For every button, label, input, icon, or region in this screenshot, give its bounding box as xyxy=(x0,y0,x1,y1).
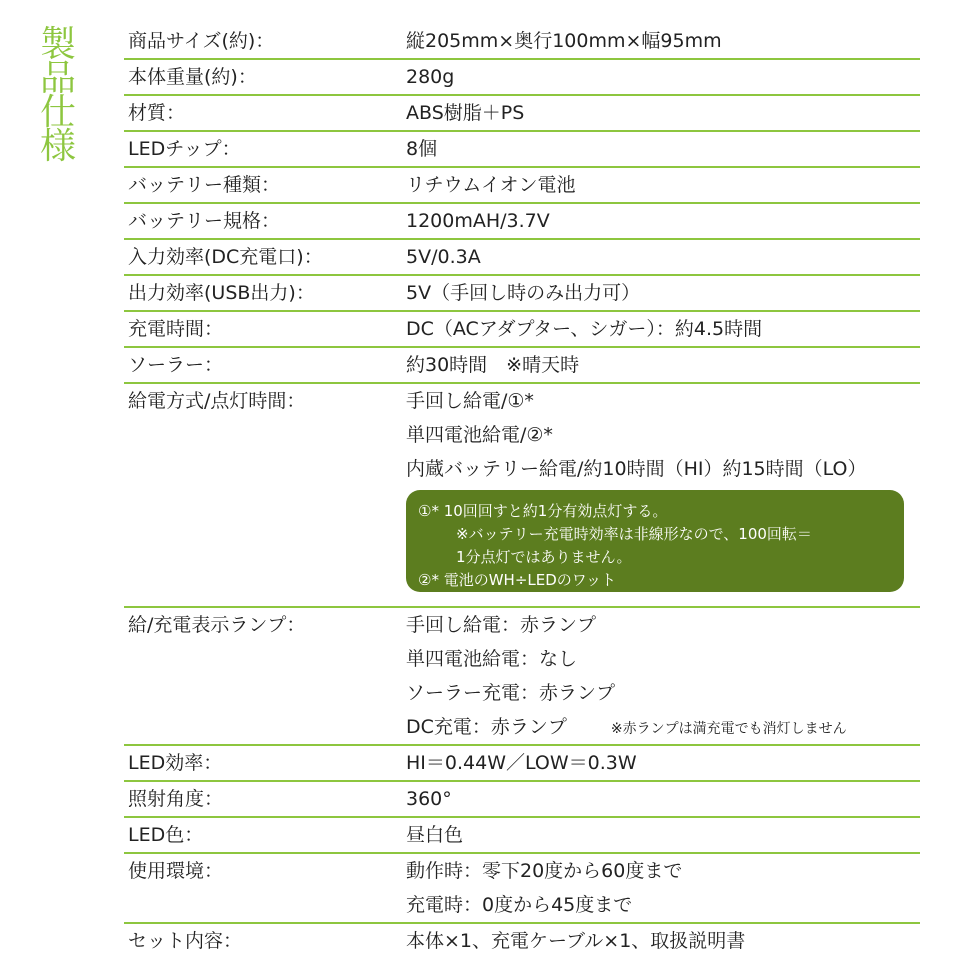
spec-value: 本体×1、充電ケーブル×1、取扱説明書 xyxy=(406,930,746,952)
spec-row-size xyxy=(124,24,920,60)
spec-value: ソーラー充電：赤ランプ xyxy=(406,682,616,704)
spec-label: セット内容： xyxy=(128,930,243,952)
spec-label: LEDチップ： xyxy=(128,138,241,160)
spec-label: 材質： xyxy=(128,102,186,124)
spec-value: 5V（手回し時のみ出力可） xyxy=(406,282,641,304)
spec-value: 360° xyxy=(406,788,452,810)
spec-value: 280g xyxy=(406,66,455,88)
page-title-char: 品 xyxy=(39,58,76,99)
spec-value: 8個 xyxy=(406,138,438,160)
spec-row-contents xyxy=(124,924,920,958)
spec-value: 単四電池給電：なし xyxy=(406,648,578,670)
spec-label: バッテリー種類： xyxy=(128,174,281,196)
spec-label: 照射角度： xyxy=(128,788,224,810)
spec-value: 手回し給電/①* xyxy=(406,390,534,412)
spec-value: 充電時：0度から45度まで xyxy=(406,894,633,916)
spec-row-power-method xyxy=(124,384,920,608)
footnote-line: 1分点灯ではありません。 xyxy=(456,548,632,566)
spec-value: 5V/0.3A xyxy=(406,246,481,268)
spec-value: ABS樹脂＋PS xyxy=(406,102,525,124)
spec-row-solar xyxy=(124,348,920,384)
spec-label: LED色： xyxy=(128,824,204,846)
spec-row-weight xyxy=(124,60,920,96)
spec-value: 縦205mm×奥行100mm×幅95mm xyxy=(406,30,722,52)
spec-label: LED効率： xyxy=(128,752,223,774)
spec-table xyxy=(124,24,920,958)
spec-row-input xyxy=(124,240,920,276)
spec-row-battery-type xyxy=(124,168,920,204)
spec-value: 単四電池給電/②* xyxy=(406,424,553,446)
spec-row-output xyxy=(124,276,920,312)
spec-label: 本体重量(約)： xyxy=(128,66,257,88)
spec-row-charge-time xyxy=(124,312,920,348)
page-title-char: 様 xyxy=(39,126,76,167)
spec-value: 手回し給電：赤ランプ xyxy=(406,614,597,636)
spec-value: DC（ACアダプター、シガー）：約4.5時間 xyxy=(406,318,763,340)
spec-row-material xyxy=(124,96,920,132)
page-title-char: 製 xyxy=(39,24,76,65)
spec-value: 昼白色 xyxy=(406,824,464,846)
page-title xyxy=(36,24,80,167)
spec-row-led-efficiency xyxy=(124,746,920,782)
spec-label: 入力効率(DC充電口)： xyxy=(128,246,323,268)
spec-label: ソーラー： xyxy=(128,354,224,376)
footnote-line: ※バッテリー充電時効率は非線形なので、100回転＝ xyxy=(456,525,812,543)
spec-label: 商品サイズ(約)： xyxy=(128,30,275,52)
spec-row-environment xyxy=(124,854,920,924)
spec-label: 充電時間： xyxy=(128,318,224,340)
spec-label: バッテリー規格： xyxy=(128,210,281,232)
spec-value: リチウムイオン電池 xyxy=(406,174,576,196)
spec-value xyxy=(406,710,920,744)
spec-row-led-color xyxy=(124,818,920,854)
lamp-note: ※赤ランプは満充電でも消灯しません xyxy=(610,721,847,737)
footnote-box xyxy=(406,490,904,592)
spec-label: 使用環境： xyxy=(128,860,224,882)
spec-label: 出力効率(USB出力)： xyxy=(128,282,315,304)
spec-row-led-chip xyxy=(124,132,920,168)
spec-row-angle xyxy=(124,782,920,818)
spec-label: 給/充電表示ランプ： xyxy=(128,614,306,636)
footnote-line: ①* 10回回すと約1分有効点灯する。 xyxy=(418,502,668,520)
spec-row-lamp xyxy=(124,608,920,746)
spec-value: 約30時間 ※晴天時 xyxy=(406,354,580,376)
spec-row-battery-spec xyxy=(124,204,920,240)
spec-label: 給電方式/点灯時間： xyxy=(128,390,306,412)
spec-value-text: DC充電：赤ランプ xyxy=(406,716,567,738)
spec-value: 1200mAH/3.7V xyxy=(406,210,550,232)
spec-value: HI＝0.44W／LOW＝0.3W xyxy=(406,752,637,774)
page-title-char: 仕 xyxy=(39,92,76,133)
spec-value: 内蔵バッテリー給電/約10時間（HI）約15時間（LO） xyxy=(406,458,867,480)
footnote-line: ②* 電池のWH÷LEDのワット xyxy=(418,571,617,589)
spec-value: 動作時：零下20度から60度まで xyxy=(406,860,683,882)
